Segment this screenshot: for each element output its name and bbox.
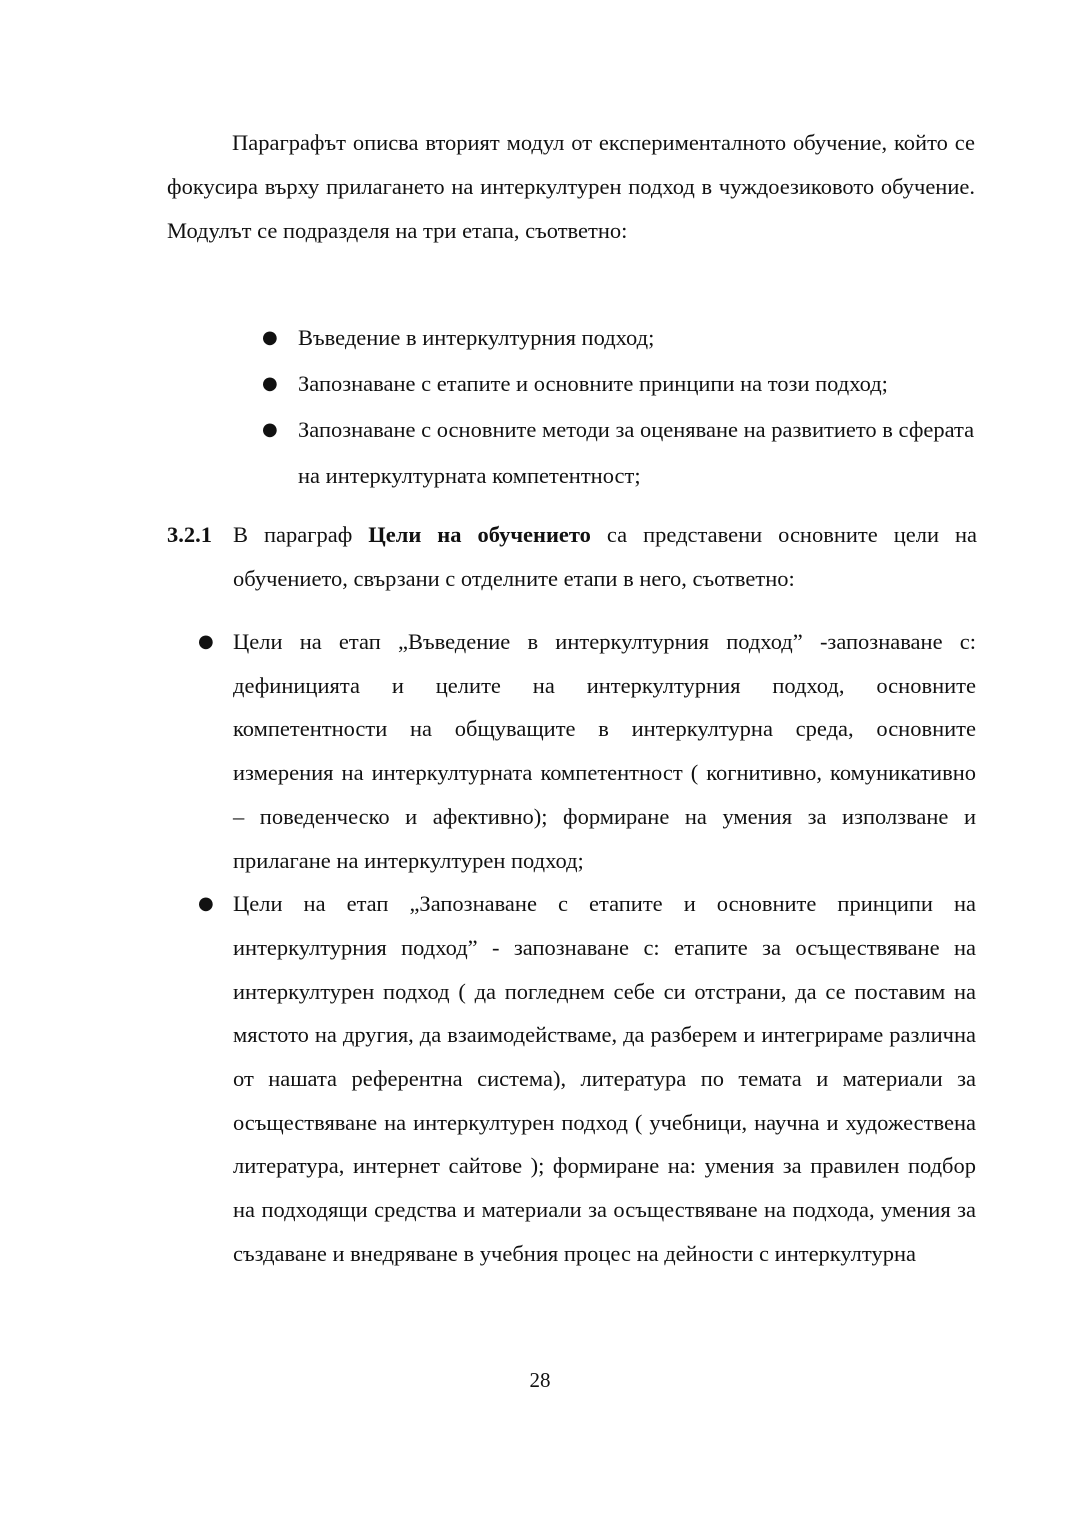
list-item <box>198 620 976 882</box>
bullet-icon: ● <box>262 419 278 440</box>
list-item-text: Въведение в интеркултурния подход; <box>298 325 655 350</box>
list-item <box>262 315 982 361</box>
section-number: 3.2.1 <box>167 522 212 547</box>
section-bold-title: Цели на обучението <box>368 522 591 547</box>
list-item <box>262 361 982 407</box>
page-number: 28 <box>529 1368 551 1392</box>
list-item <box>262 407 982 499</box>
list-item-text: Запознаване с етапите и основните принципи на този подход; <box>298 371 888 396</box>
bullet-icon: ● <box>198 631 214 652</box>
section-paragraph <box>233 513 977 601</box>
list-item-text: Запознаване с основните методи за оценяване на развитието в сферата на интеркултурната компетентност; <box>298 417 975 488</box>
section-prefix: В параграф <box>233 522 369 547</box>
list-item-text: Цели на етап „Запознаване с етапите и основните принципи на интеркултурния подход” - запознаване с: етапите за осъществяване на интеркултурен подход ( да погледнем себе си отстрани, да се поставим на мястото на другия, да взаимодействаме, да разберем и интегрираме различна от нашата референтна система), литература по темата и материали за осъществяване на интеркултурен подход ( учебници, научна и художествена литература, интернет сайтове ); формиране на: умения за правилен подбор на подходящи средства и материали за осъществяване на подхода, умения за създаване и внедряване в учебния процес на дейности с интеркултурна <box>233 891 976 1266</box>
bullet-icon: ● <box>262 327 278 348</box>
bullet-icon: ● <box>198 893 214 915</box>
section-3-2-1 <box>167 513 977 601</box>
intro-paragraph: Параграфът описва вторият модул от експерименталното обучение, който се фокусира върху прилагането на интеркултурен подход в чуждоезиковото обучение. Модулът се подразделя на три етапа, съответно: <box>167 130 975 243</box>
section-suffix: са представени основните цели на обучението, свързани с отделните етапи в него, съответно: <box>233 522 977 591</box>
goals-list <box>198 620 976 1276</box>
list-item-text: Цели на етап „Въведение в интеркултурния подход” -запознаване с: дефиницията и целите на интеркултурния подход, основните компетентности на общуващите в интеркултурна среда, основните измерения на интеркултурната компетентност ( когнитивно, комуникативно – поведенческо и афективно); формиране на умения за използване и прилагане на интеркултурен подход; <box>233 629 976 873</box>
bullet-icon: ● <box>262 373 278 394</box>
list-item <box>198 882 976 1275</box>
stages-list <box>262 315 982 499</box>
